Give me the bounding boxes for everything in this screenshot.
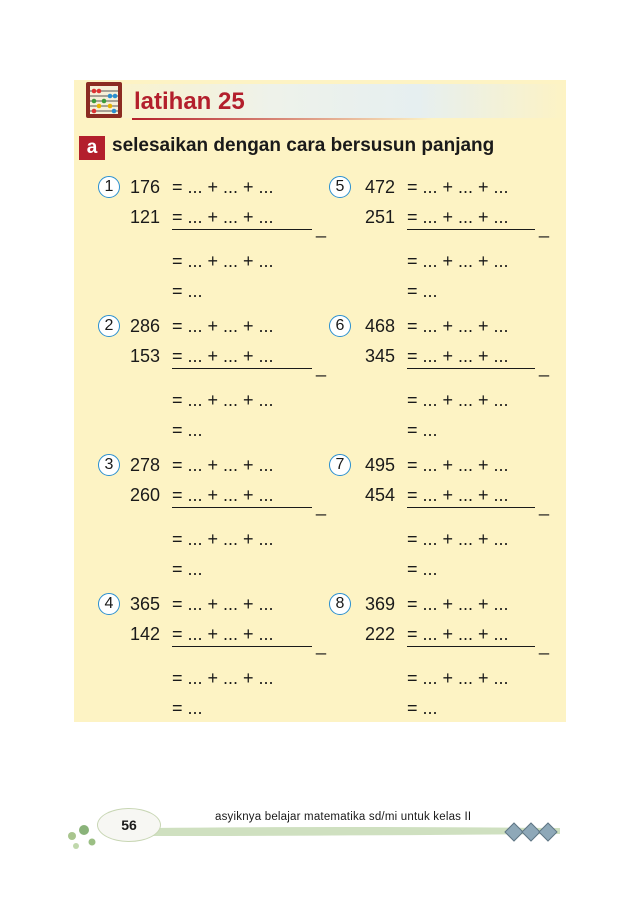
second-number: 345	[365, 346, 396, 366]
answer-line: = ...	[172, 281, 203, 301]
expansion-line: = ... + ... + ...	[407, 177, 509, 197]
problem-number: 6	[329, 315, 351, 337]
problem-number: 8	[329, 593, 351, 615]
expansion-line: = ... + ... + ...	[172, 594, 274, 614]
answer-line: = ...	[172, 420, 203, 440]
subtraction-rule	[407, 507, 535, 508]
first-number: 369	[365, 594, 396, 614]
answer-line: = ...	[407, 698, 438, 718]
problem-8	[329, 593, 559, 718]
second-number: 454	[365, 485, 396, 505]
first-number: 278	[130, 455, 161, 475]
minus-sign: _	[316, 496, 327, 516]
expansion-line: = ... + ... + ...	[407, 207, 509, 227]
subtraction-rule	[172, 368, 312, 369]
minus-sign: _	[539, 635, 550, 655]
section-badge: a	[79, 136, 105, 160]
expansion-line: = ... + ... + ...	[172, 207, 274, 227]
answer-line: = ...	[407, 559, 438, 579]
expansion-line: = ... + ... + ...	[172, 346, 274, 366]
problem-number: 7	[329, 454, 351, 476]
result-line: = ... + ... + ...	[407, 668, 509, 688]
result-line: = ... + ... + ...	[172, 668, 274, 688]
result-line: = ... + ... + ...	[407, 251, 509, 271]
minus-sign: _	[539, 357, 550, 377]
answer-line: = ...	[407, 420, 438, 440]
first-number: 286	[130, 316, 161, 336]
subtraction-rule	[407, 646, 535, 647]
minus-sign: _	[316, 218, 327, 238]
second-number: 222	[365, 624, 396, 644]
expansion-line: = ... + ... + ...	[407, 346, 509, 366]
problem-2	[98, 315, 338, 440]
second-number: 142	[130, 624, 161, 644]
answer-line: = ...	[172, 698, 203, 718]
subtraction-rule	[172, 646, 312, 647]
problem-7	[329, 454, 559, 579]
problem-number: 3	[98, 454, 120, 476]
subtraction-rule	[172, 507, 312, 508]
minus-sign: _	[316, 635, 327, 655]
second-number: 153	[130, 346, 161, 366]
expansion-line: = ... + ... + ...	[172, 177, 274, 197]
problem-number: 5	[329, 176, 351, 198]
first-number: 176	[130, 177, 161, 197]
problem-4	[98, 593, 338, 718]
problem-6	[329, 315, 559, 440]
first-number: 365	[130, 594, 161, 614]
expansion-line: = ... + ... + ...	[172, 485, 274, 505]
section-title: selesaikan dengan cara bersusun panjang	[112, 135, 495, 156]
expansion-line: = ... + ... + ...	[407, 485, 509, 505]
page-title: latihan 25	[134, 88, 245, 115]
first-number: 468	[365, 316, 396, 336]
problem-number: 4	[98, 593, 120, 615]
abacus-icon	[84, 80, 124, 120]
expansion-line: = ... + ... + ...	[407, 455, 509, 475]
first-number: 472	[365, 177, 396, 197]
problem-number: 2	[98, 315, 120, 337]
second-number: 260	[130, 485, 161, 505]
subtraction-rule	[172, 229, 312, 230]
result-line: = ... + ... + ...	[407, 529, 509, 549]
expansion-line: = ... + ... + ...	[407, 624, 509, 644]
subtraction-rule	[407, 229, 535, 230]
answer-line: = ...	[172, 559, 203, 579]
second-number: 251	[365, 207, 396, 227]
subtraction-rule	[407, 368, 535, 369]
diamond-icon	[505, 823, 557, 841]
minus-sign: _	[539, 496, 550, 516]
result-line: = ... + ... + ...	[407, 390, 509, 410]
expansion-line: = ... + ... + ...	[407, 316, 509, 336]
page-number: 56	[97, 808, 161, 842]
result-line: = ... + ... + ...	[172, 529, 274, 549]
minus-sign: _	[539, 218, 550, 238]
first-number: 495	[365, 455, 396, 475]
expansion-line: = ... + ... + ...	[172, 624, 274, 644]
result-line: = ... + ... + ...	[172, 390, 274, 410]
expansion-line: = ... + ... + ...	[172, 316, 274, 336]
problem-number: 1	[98, 176, 120, 198]
problem-5	[329, 176, 559, 301]
footer-caption: asyiknya belajar matematika sd/mi untuk kelas II	[215, 811, 472, 823]
result-line: = ... + ... + ...	[172, 251, 274, 271]
title-underline	[132, 118, 432, 120]
problem-1	[98, 176, 338, 301]
answer-line: = ...	[407, 281, 438, 301]
second-number: 121	[130, 207, 161, 227]
expansion-line: = ... + ... + ...	[407, 594, 509, 614]
problem-3	[98, 454, 338, 579]
minus-sign: _	[316, 357, 327, 377]
expansion-line: = ... + ... + ...	[172, 455, 274, 475]
